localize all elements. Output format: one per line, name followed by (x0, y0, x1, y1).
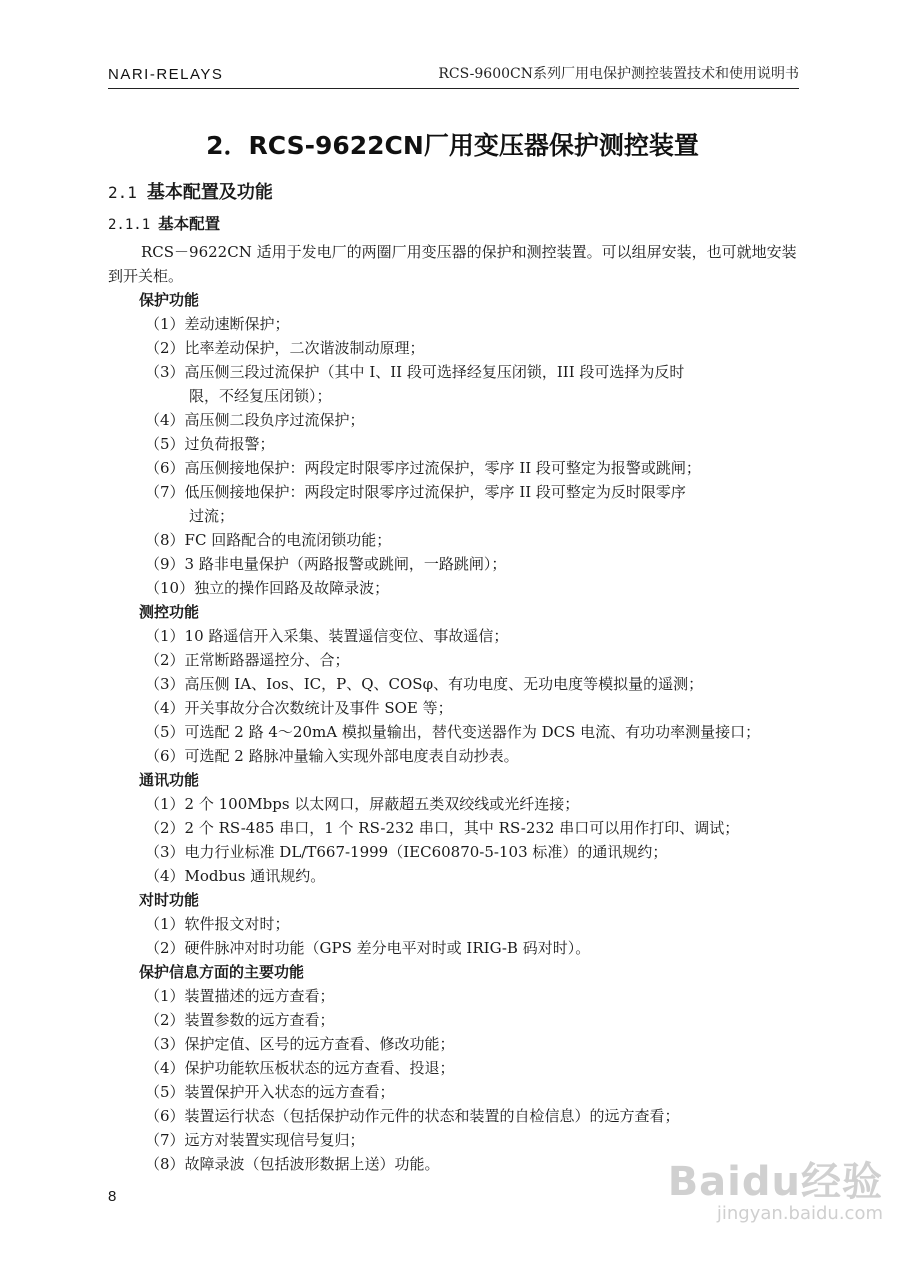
section-title: 基本配置及功能 (146, 182, 273, 203)
list-item (145, 840, 808, 864)
watermark-logo-text: Baidu经验 (667, 1159, 883, 1205)
list-item-text: （6）高压侧接地保护：两段定时限零序过流保护，零序 II 段可整定为报警或跳闸； (145, 459, 701, 477)
header-brand: NARI-RELAYS (108, 66, 224, 83)
list-item (145, 648, 808, 672)
list-item (145, 672, 808, 696)
section-heading (108, 178, 273, 204)
list-item (145, 1104, 808, 1128)
group-title: 保护功能 (139, 291, 200, 309)
list-item (145, 912, 808, 936)
list-item (145, 552, 808, 576)
group-title: 通讯功能 (139, 771, 200, 789)
intro-paragraph: RCS－9622CN 适用于发电厂的两圈厂用变压器的保护和测控装置。可以组屏安装，也可就地安装到开关柜。 (108, 243, 797, 285)
list-item (145, 936, 808, 960)
list-item (145, 696, 808, 720)
function-list (108, 288, 808, 1176)
list-item-text: （5）可选配 2 路 4～20mA 模拟量输出，替代变送器作为 DCS 电流、有功功率测量接口； (145, 723, 761, 741)
list-item-text: （7）远方对装置实现信号复归； (145, 1131, 365, 1149)
list-item (145, 1056, 808, 1080)
list-item-text: （4）开关事故分合次数统计及事件 SOE 等； (145, 699, 453, 717)
list-item (145, 984, 808, 1008)
list-item-text: （5）过负荷报警； (145, 435, 275, 453)
list-item (145, 1080, 808, 1104)
page-header (108, 62, 799, 89)
list-item-text: （4）高压侧二段负序过流保护； (145, 411, 365, 429)
list-item (145, 624, 808, 648)
list-item-text: （9）3 路非电量保护（两路报警或跳闸，一路跳闸）； (145, 555, 507, 573)
list-item-text: （2）2 个 RS-485 串口，1 个 RS-232 串口，其中 RS-232 串口可以用作打印、调试； (145, 819, 740, 837)
subsection-title: 基本配置 (158, 215, 221, 233)
list-item (145, 432, 808, 456)
section-number: 2.1 (108, 183, 137, 202)
subsection-heading (108, 212, 220, 234)
baidu-watermark (623, 1150, 883, 1260)
list-item-text: （1）装置描述的远方查看； (145, 987, 335, 1005)
list-item-text: （6）可选配 2 路脉冲量输入实现外部电度表自动抄表。 (145, 747, 519, 765)
list-item (145, 408, 808, 432)
list-item (145, 864, 808, 888)
list-item-text: （7）低压侧接地保护：两段定时限零序过流保护，零序 II 段可整定为反时限零序 (145, 483, 686, 501)
subsection-number: 2.1.1 (108, 217, 151, 233)
list-item-continuation: 过流； (189, 507, 235, 525)
list-item-text: （1）10 路遥信开入采集、装置遥信变位、事故遥信； (145, 627, 509, 645)
list-item-text: （10）独立的操作回路及故障录波； (145, 579, 390, 597)
list-item-text: （6）装置运行状态（包括保护动作元件的状态和装置的自检信息）的远方查看； (145, 1107, 680, 1125)
list-item-text: （2）正常断路器遥控分、合； (145, 651, 350, 669)
list-item-continuation: 限，不经复压闭锁）； (189, 387, 332, 405)
list-item-text: （3）保护定值、区号的远方查看、修改功能； (145, 1035, 455, 1053)
list-item (145, 1032, 808, 1056)
list-item (145, 528, 808, 552)
group-title: 保护信息方面的主要功能 (139, 963, 305, 981)
list-item (145, 792, 808, 816)
list-item-text: （5）装置保护开入状态的远方查看； (145, 1083, 395, 1101)
list-item (145, 312, 808, 336)
list-item-text: （2）比率差动保护，二次谐波制动原理； (145, 339, 425, 357)
page-number: 8 (108, 1188, 117, 1205)
list-item-text: （3）电力行业标准 DL/T667-1999（IEC60870-5-103 标准）的通讯规约； (145, 843, 668, 861)
chapter-title: 2．RCS-9622CN厂用变压器保护测控装置 (206, 131, 699, 160)
group-title: 对时功能 (139, 891, 200, 909)
list-item-text: （2）硬件脉冲对时功能（GPS 差分电平对时或 IRIG-B 码对时）。 (145, 939, 591, 957)
list-item-text: （1）2 个 100Mbps 以太网口，屏蔽超五类双绞线或光纤连接； (145, 795, 580, 813)
watermark-url: jingyan.baidu.com (716, 1203, 883, 1224)
list-item (145, 744, 808, 768)
list-item (145, 456, 808, 480)
group-title: 测控功能 (139, 603, 200, 621)
list-item (145, 480, 808, 528)
list-item-text: （3）高压侧 IA、Ios、IC，P、Q、COSφ、有功电度、无功电度等模拟量的遥测； (145, 675, 704, 693)
list-item (145, 1128, 808, 1152)
list-item-text: （8）FC 回路配合的电流闭锁功能； (145, 531, 392, 549)
list-item (145, 576, 808, 600)
watermark-logo (623, 1150, 883, 1207)
list-item (145, 720, 808, 744)
list-item (145, 336, 808, 360)
header-doc-title: RCS-9600CN系列厂用电保护测控装置技术和使用说明书 (438, 66, 799, 82)
list-item (145, 360, 808, 408)
list-item-text: （4）Modbus 通讯规约。 (145, 867, 326, 885)
list-item-text: （1）软件报文对时； (145, 915, 290, 933)
list-item-text: （2）装置参数的远方查看； (145, 1011, 335, 1029)
list-item-text: （8）故障录波（包括波形数据上送）功能。 (145, 1155, 440, 1173)
list-item (145, 1008, 808, 1032)
list-item-text: （4）保护功能软压板状态的远方查看、投退； (145, 1059, 455, 1077)
list-item (145, 816, 808, 840)
list-item-text: （3）高压侧三段过流保护（其中 I、II 段可选择经复压闭锁，III 段可选择为反时 (145, 363, 685, 381)
list-item-text: （1）差动速断保护； (145, 315, 290, 333)
